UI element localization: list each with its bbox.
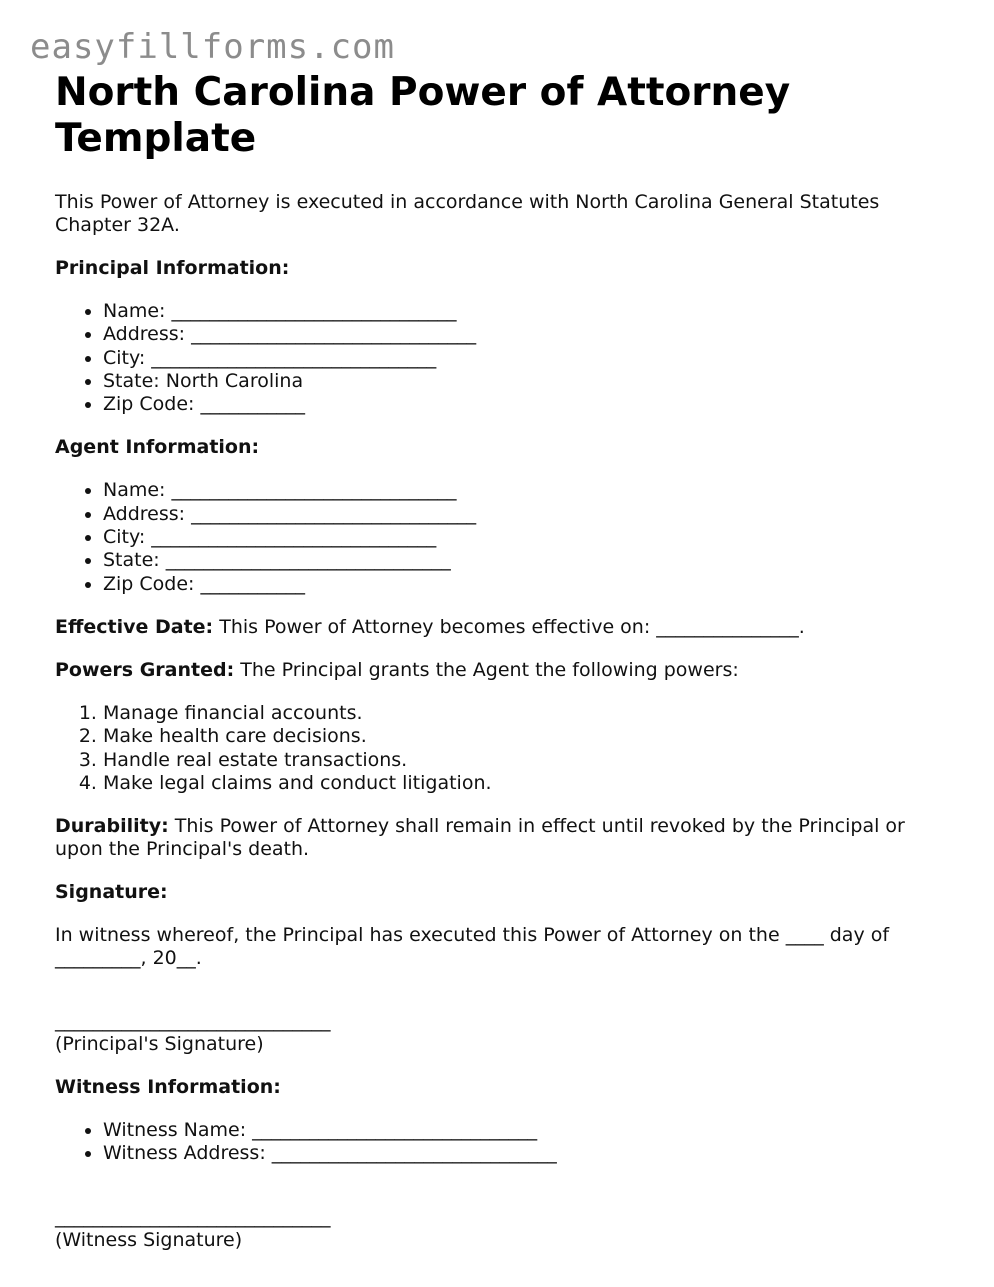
power-item: 2. Make health care decisions. [103,725,935,748]
principal-heading: Principal Information: [55,257,290,279]
witness-address-field[interactable]: • Witness Address: ______________________________ [103,1142,935,1165]
durability-paragraph [55,815,935,861]
document-page [55,70,935,1252]
principal-city-field[interactable]: • City: ______________________________ [103,347,935,370]
power-item: 3. Handle real estate transactions. [103,749,935,772]
intro-paragraph: This Power of Attorney is executed in accordance with North Carolina General Statutes Chapter 32A. [55,191,880,236]
agent-zip-field[interactable]: • Zip Code: ___________ [103,573,935,596]
watermark: easyfillforms.com [30,27,395,67]
durability-label: Durability: [55,815,169,838]
agent-address-field[interactable]: • Address: ______________________________ [103,503,935,526]
power-item: 1. Manage financial accounts. [103,702,935,725]
effective-date-text[interactable]: This Power of Attorney becomes effective on: _______________. [213,615,805,638]
principal-name-field[interactable]: • Name: ______________________________ [103,300,935,323]
witness-signature-caption: (Witness Signature) [55,1228,243,1251]
signature-heading: Signature: [55,881,168,904]
effective-date-paragraph [55,616,935,639]
powers-label: Powers Granted: [55,658,235,681]
principal-signature-caption: (Principal's Signature) [55,1033,264,1056]
agent-state-field[interactable]: • State: ______________________________ [103,549,935,572]
witness-heading: Witness Information: [55,1076,281,1099]
witness-signature-line[interactable]: _____________________________ [55,1205,331,1228]
witness-whereof-paragraph[interactable]: In witness whereof, the Principal has executed this Power of Attorney on the ____ day of _________, 20__. [55,924,890,970]
powers-paragraph [55,659,935,682]
page-title: North Carolina Power of Attorney Template [55,70,791,161]
principal-list [55,300,935,416]
principal-signature-line[interactable]: _____________________________ [55,1010,331,1033]
agent-city-field[interactable]: • City: ______________________________ [103,526,935,549]
principal-zip-field[interactable]: • Zip Code: ___________ [103,393,935,416]
agent-name-field[interactable]: • Name: ______________________________ [103,479,935,502]
durability-text: This Power of Attorney shall remain in effect until revoked by the Principal or upon the Principal's death. [55,815,905,861]
powers-text: The Principal grants the Agent the following powers: [234,658,739,681]
principal-state-field: • State: North Carolina [103,370,935,393]
witness-list [55,1119,935,1166]
effective-date-label: Effective Date: [55,615,214,638]
powers-list [55,702,935,795]
agent-heading: Agent Information: [55,436,260,459]
power-item: 4. Make legal claims and conduct litigation. [103,772,935,795]
agent-list [55,479,935,595]
witness-name-field[interactable]: • Witness Name: ______________________________ [103,1119,935,1142]
principal-address-field[interactable]: • Address: ______________________________ [103,323,935,346]
